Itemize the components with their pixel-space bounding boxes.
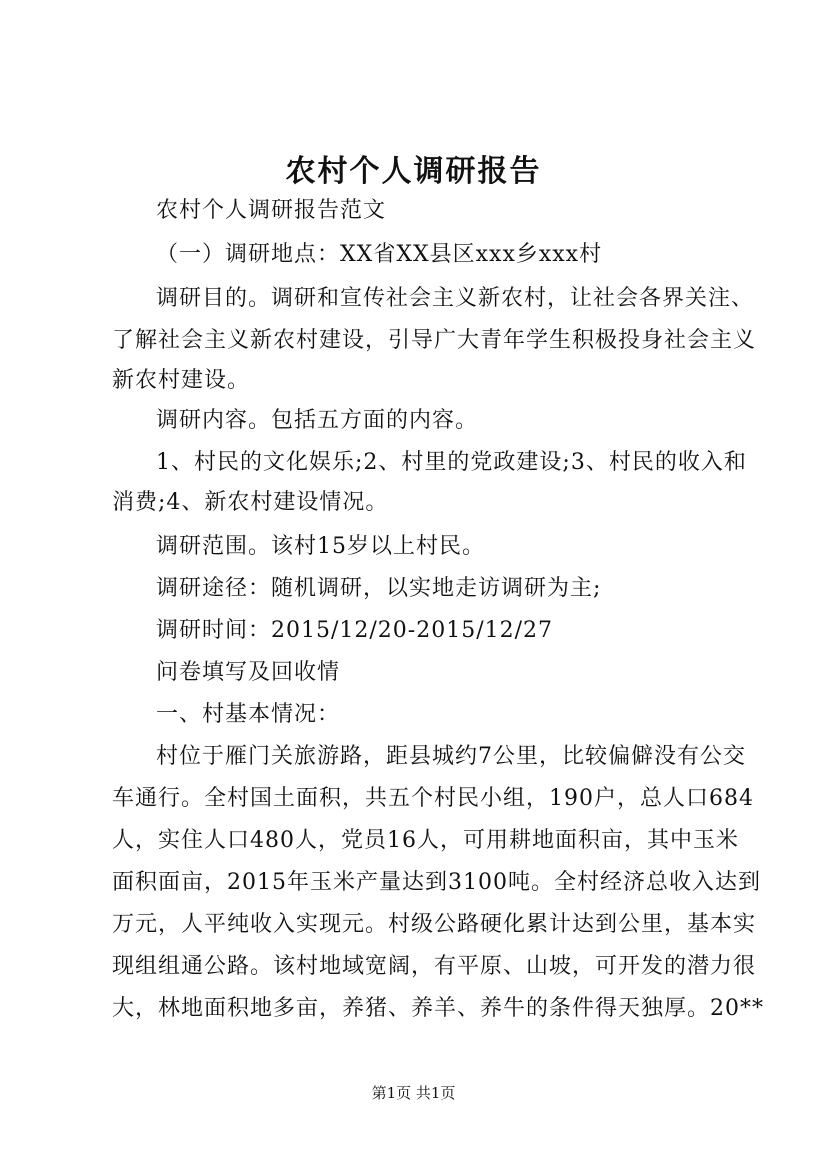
text-line: （一）调研地点：XX省XX县区xxx乡xxx村 <box>156 242 603 267</box>
page-number-footer: 第1页 共1页 <box>371 1084 456 1102</box>
section-heading: 一、村基本情况： <box>156 702 341 727</box>
text-line: 村位于雁门关旅游路，距县城约7公里，比较偏僻没有公交 <box>156 744 746 769</box>
text-line: 了解社会主义新农村建设，引导广大青年学生积极投身社会主义 <box>112 328 757 353</box>
document-title: 农村个人调研报告 <box>285 154 542 189</box>
text-line: 现组组通公路。该村地域宽阔，有平原、山坡，可开发的潜力很 <box>112 954 757 979</box>
text-line: 调研时间：2015/12/20-2015/12/27 <box>156 618 554 643</box>
text-line: 万元，人平纯收入实现元。村级公路硬化累计达到公里，基本实 <box>112 912 757 937</box>
text-line: 面积面亩，2015年玉米产量达到3100吨。全村经济总收入达到 <box>112 870 761 895</box>
text-line: 车通行。全村国土面积，共五个村民小组，190户，总人口684 <box>112 786 754 811</box>
text-line: 调研目的。调研和宣传社会主义新农村，让社会各界关注、 <box>156 286 755 311</box>
subtitle-line: 农村个人调研报告范文 <box>156 198 387 223</box>
text-line: 调研途径：随机调研，以实地走访调研为主; <box>156 576 602 601</box>
text-line: 调研范围。该村15岁以上村民。 <box>156 534 485 559</box>
text-line: 调研内容。包括五方面的内容。 <box>156 408 479 433</box>
text-line: 人，实住人口480人，党员16人，可用耕地面积亩，其中玉米 <box>112 828 739 853</box>
text-line: 消费;4、新农村建设情况。 <box>112 490 389 515</box>
text-line: 大，林地面积地多亩，养猪、养羊、养牛的条件得天独厚。20** <box>112 996 764 1021</box>
text-line: 1、村民的文化娱乐;2、村里的党政建设;3、村民的收入和 <box>156 450 747 475</box>
text-line: 问卷填写及回收情 <box>156 660 341 685</box>
text-line: 新农村建设。 <box>112 368 251 393</box>
